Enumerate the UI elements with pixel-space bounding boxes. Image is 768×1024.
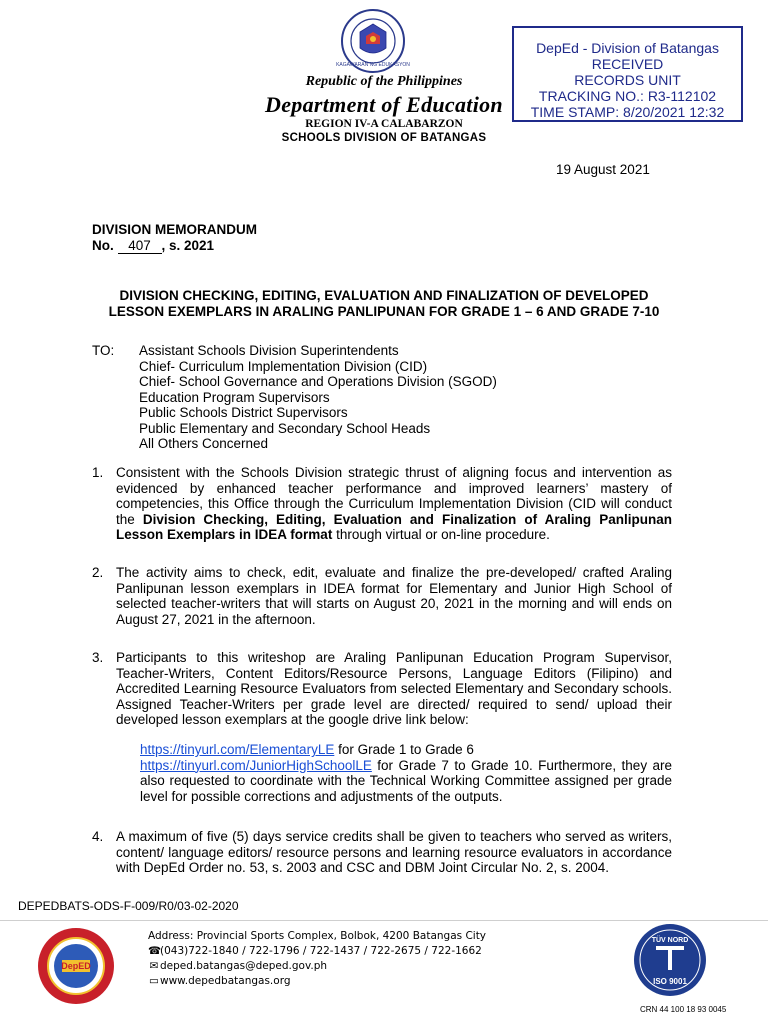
paragraph-text: A maximum of five (5) days service credits shall be given to teachers who served as writers, content/ language editors/ resource persons and learning resource evaluators in accordance with DepEd Order no. 53, s. 2003 and CSC and DBM Joint Circular No. 2, s. 2004. <box>116 829 672 875</box>
memo-date: 19 August 2021 <box>556 162 650 177</box>
computer-icon: ▭ <box>149 975 159 987</box>
recipient-list <box>139 343 497 452</box>
paragraph-2 <box>92 565 672 627</box>
header-republic: Republic of the Philippines <box>305 74 463 89</box>
subject-line-1: DIVISION CHECKING, EDITING, EVALUATION AND FINALIZATION OF DEVELOPED <box>119 288 649 303</box>
footer-phone: (043)722-1840 / 722-1796 / 722-1437 / 722-2675 / 722-1662 <box>160 945 482 957</box>
upload-links <box>116 742 672 804</box>
paragraph-1-text-end: through virtual or on-line procedure. <box>332 527 550 542</box>
received-stamp <box>512 26 743 122</box>
stamp-line-5: TIME STAMP: 8/20/2021 12:32 <box>530 104 725 120</box>
stamp-line-3: RECORDS UNIT <box>574 72 681 88</box>
paragraph-number: 3. <box>92 650 104 665</box>
tuv-nord-iso-logo <box>630 920 710 1000</box>
seal-caption: KAGAWARAN NG EDUKASYON <box>336 62 410 68</box>
link-line-elementary <box>116 742 672 758</box>
recipient-item: Public Elementary and Secondary School Heads <box>139 420 431 436</box>
paragraph-text: Participants to this writeshop are Araling Panlipunan Education Program Supervisor, Teacher-Writers, Content Editors/Resource Persons, Language Editors (Filipino) and Accredited Learning Resource Evaluators from selected Elementary and Secondary schools. Assigned Teacher-Writers per grade level are directed/ required to send/ upload their developed lesson exemplars at the google drive link below: <box>116 650 672 727</box>
footer-address: Address: Provincial Sports Complex, Bolbok, 4200 Batangas City <box>148 930 487 942</box>
stamp-line-2: RECEIVED <box>591 56 664 72</box>
paragraph-4 <box>92 829 672 876</box>
elementary-le-link[interactable]: https://tinyurl.com/ElementaryLE <box>140 742 335 757</box>
stamp-line-4: TRACKING NO.: R3-112102 <box>538 88 717 104</box>
paragraph-number: 1. <box>92 465 104 480</box>
header-division: SCHOOLS DIVISION OF BATANGAS <box>281 132 487 144</box>
memo-no-prefix: No. <box>92 238 114 253</box>
memo-number-line <box>92 238 214 254</box>
link-2-suffix: for Grade 7 to Grade 10. Furthermore, they are also requested to coordinate with the Technical Working Committee assigned per grade level for possible corrections and adjustments of the outputs. <box>140 757 672 804</box>
paragraph-number: 2. <box>92 565 104 580</box>
right-logo-bottom-text: ISO 9001 <box>653 977 687 986</box>
right-logo-top-text: TÜV NORD <box>651 937 689 944</box>
deped-batangas-logo <box>36 926 116 1006</box>
paragraph-number: 4. <box>92 829 104 844</box>
memo-title: DIVISION MEMORANDUM <box>92 222 257 237</box>
phone-icon: ☎ <box>148 945 162 957</box>
stamp-line-1: DepEd - Division of Batangas <box>536 40 719 56</box>
to-label: TO: <box>92 343 115 358</box>
recipient-item: All Others Concerned <box>139 436 269 451</box>
envelope-icon: ✉ <box>149 960 159 972</box>
form-code: DEPEDBATS-ODS-F-009/R0/03-02-2020 <box>18 899 239 913</box>
footer-website: www.depedbatangas.org <box>160 975 291 987</box>
crn-number: CRN 44 100 18 93 0045 <box>640 1005 727 1014</box>
junior-high-le-link[interactable]: https://tinyurl.com/JuniorHighSchoolLE <box>140 757 372 773</box>
memo-subject <box>60 288 708 320</box>
memo-series: , s. 2021 <box>161 238 215 253</box>
recipient-item: Public Schools District Supervisors <box>139 405 348 420</box>
paragraph-1 <box>92 465 672 543</box>
footer-phone-line <box>148 944 486 959</box>
footer-email-line <box>148 959 486 974</box>
link-line-junior-high <box>116 758 672 805</box>
left-logo-text: DepED <box>61 961 91 971</box>
footer-email: deped.batangas@deped.gov.ph <box>160 960 328 972</box>
subject-line-2: LESSON EXEMPLARS IN ARALING PANLIPUNAN FOR GRADE 1 – 6 AND GRADE 7-10 <box>108 304 660 319</box>
recipient-item: Chief- Curriculum Implementation Division (CID) <box>139 358 428 374</box>
link-1-suffix: for Grade 1 to Grade 6 <box>334 742 474 757</box>
paragraph-1-text-start: Consistent with the Schools Division strategic thrust of aligning focus and intervention as evidenced by enhanced teacher performance and improved learners’ mastery of competencies, this Office through the Curriculum Implementation Division (CID will conduct the <box>116 465 672 527</box>
deped-seal-logo <box>336 8 410 74</box>
paragraph-3 <box>92 650 672 728</box>
header-department: Department of Education <box>265 92 503 117</box>
paragraph-1-activity-title: Division Checking, Editing, Evaluation and Finalization of Araling Panlipunan Lesson Exemplars in IDEA format <box>116 511 672 542</box>
recipient-item: Chief- School Governance and Operations Division (SGOD) <box>139 374 497 389</box>
footer-website-line <box>148 974 486 989</box>
paragraph-text: The activity aims to check, edit, evaluate and finalize the pre-developed/ crafted Araling Panlipunan lesson exemplars in IDEA format for Elementary and Junior High School of selected teacher-writers that will starts on August 20, 2021 in the morning and will ends on August 27, 2021 in the afternoon. <box>116 565 672 627</box>
paragraph-text <box>116 465 672 543</box>
memo-number: 407 <box>118 238 162 254</box>
footer-contact <box>148 929 486 989</box>
header-region: REGION IV-A CALABARZON <box>305 118 463 130</box>
recipient-item: Education Program Supervisors <box>139 389 330 405</box>
recipient-item: Assistant Schools Division Superintendents <box>139 343 399 358</box>
